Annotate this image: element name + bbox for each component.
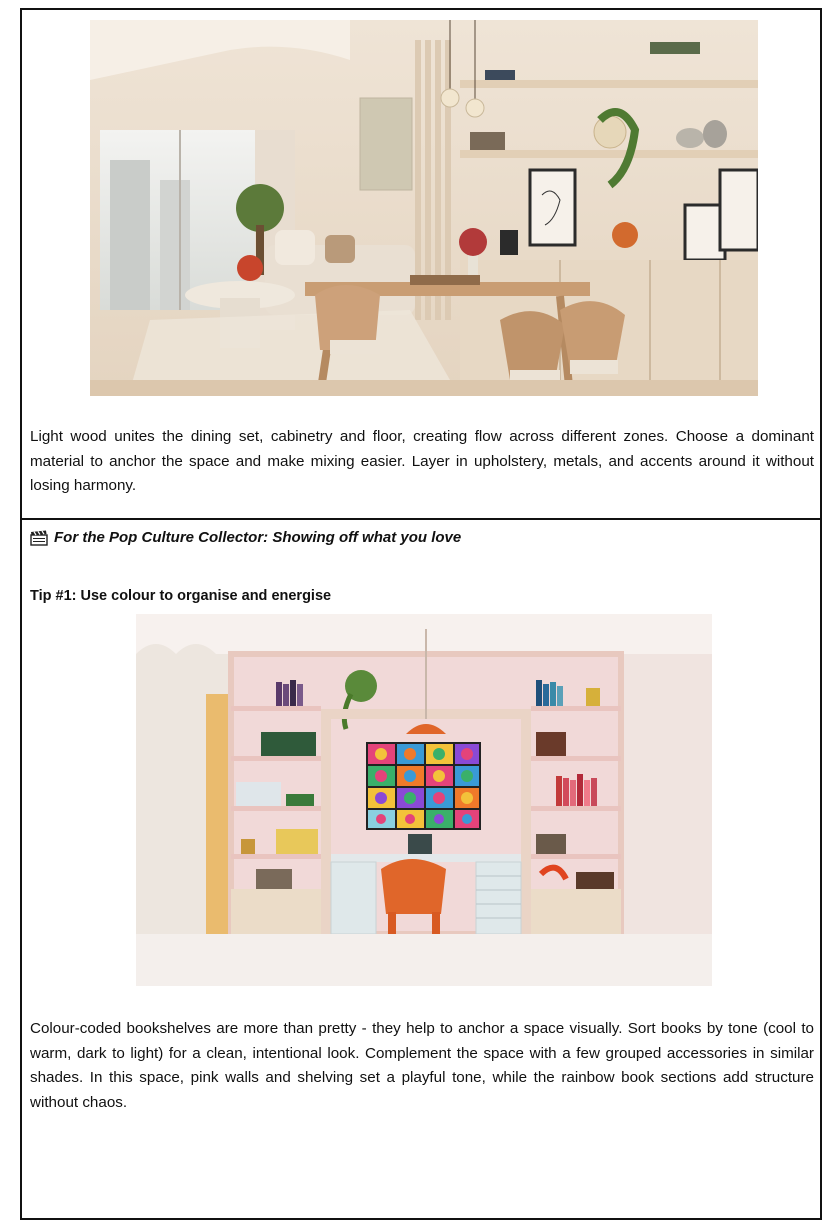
content-table [20,8,822,1220]
tip-heading: Tip #1: Use colour to organise and energise [30,588,332,604]
pink-study-nook-image [136,614,712,986]
clapperboard-icon [30,530,48,546]
section2-paragraph: Colour-coded bookshelves are more than pretty - they help to anchor a space visually. Sort books by tone (cool to warm, dark to light) for a clean, intentional look. Complement the space with a few grouped accessories in similar shades. In this space, pink walls and shelving set a playful tone, while the rainbow book sections add structure without chaos. [30,1020,814,1111]
row-divider [22,518,820,520]
section1-paragraph: Light wood unites the dining set, cabinetry and floor, creating flow across different zones. Choose a dominant material to anchor the space and make mixing easier. Layer in upholstery, metals, and accents around it without losing harmony. [30,428,814,494]
section2-heading [30,529,810,546]
living-dining-room-image [90,20,758,396]
section2-heading-text: For the Pop Culture Collector: Showing off what you love [54,529,462,546]
